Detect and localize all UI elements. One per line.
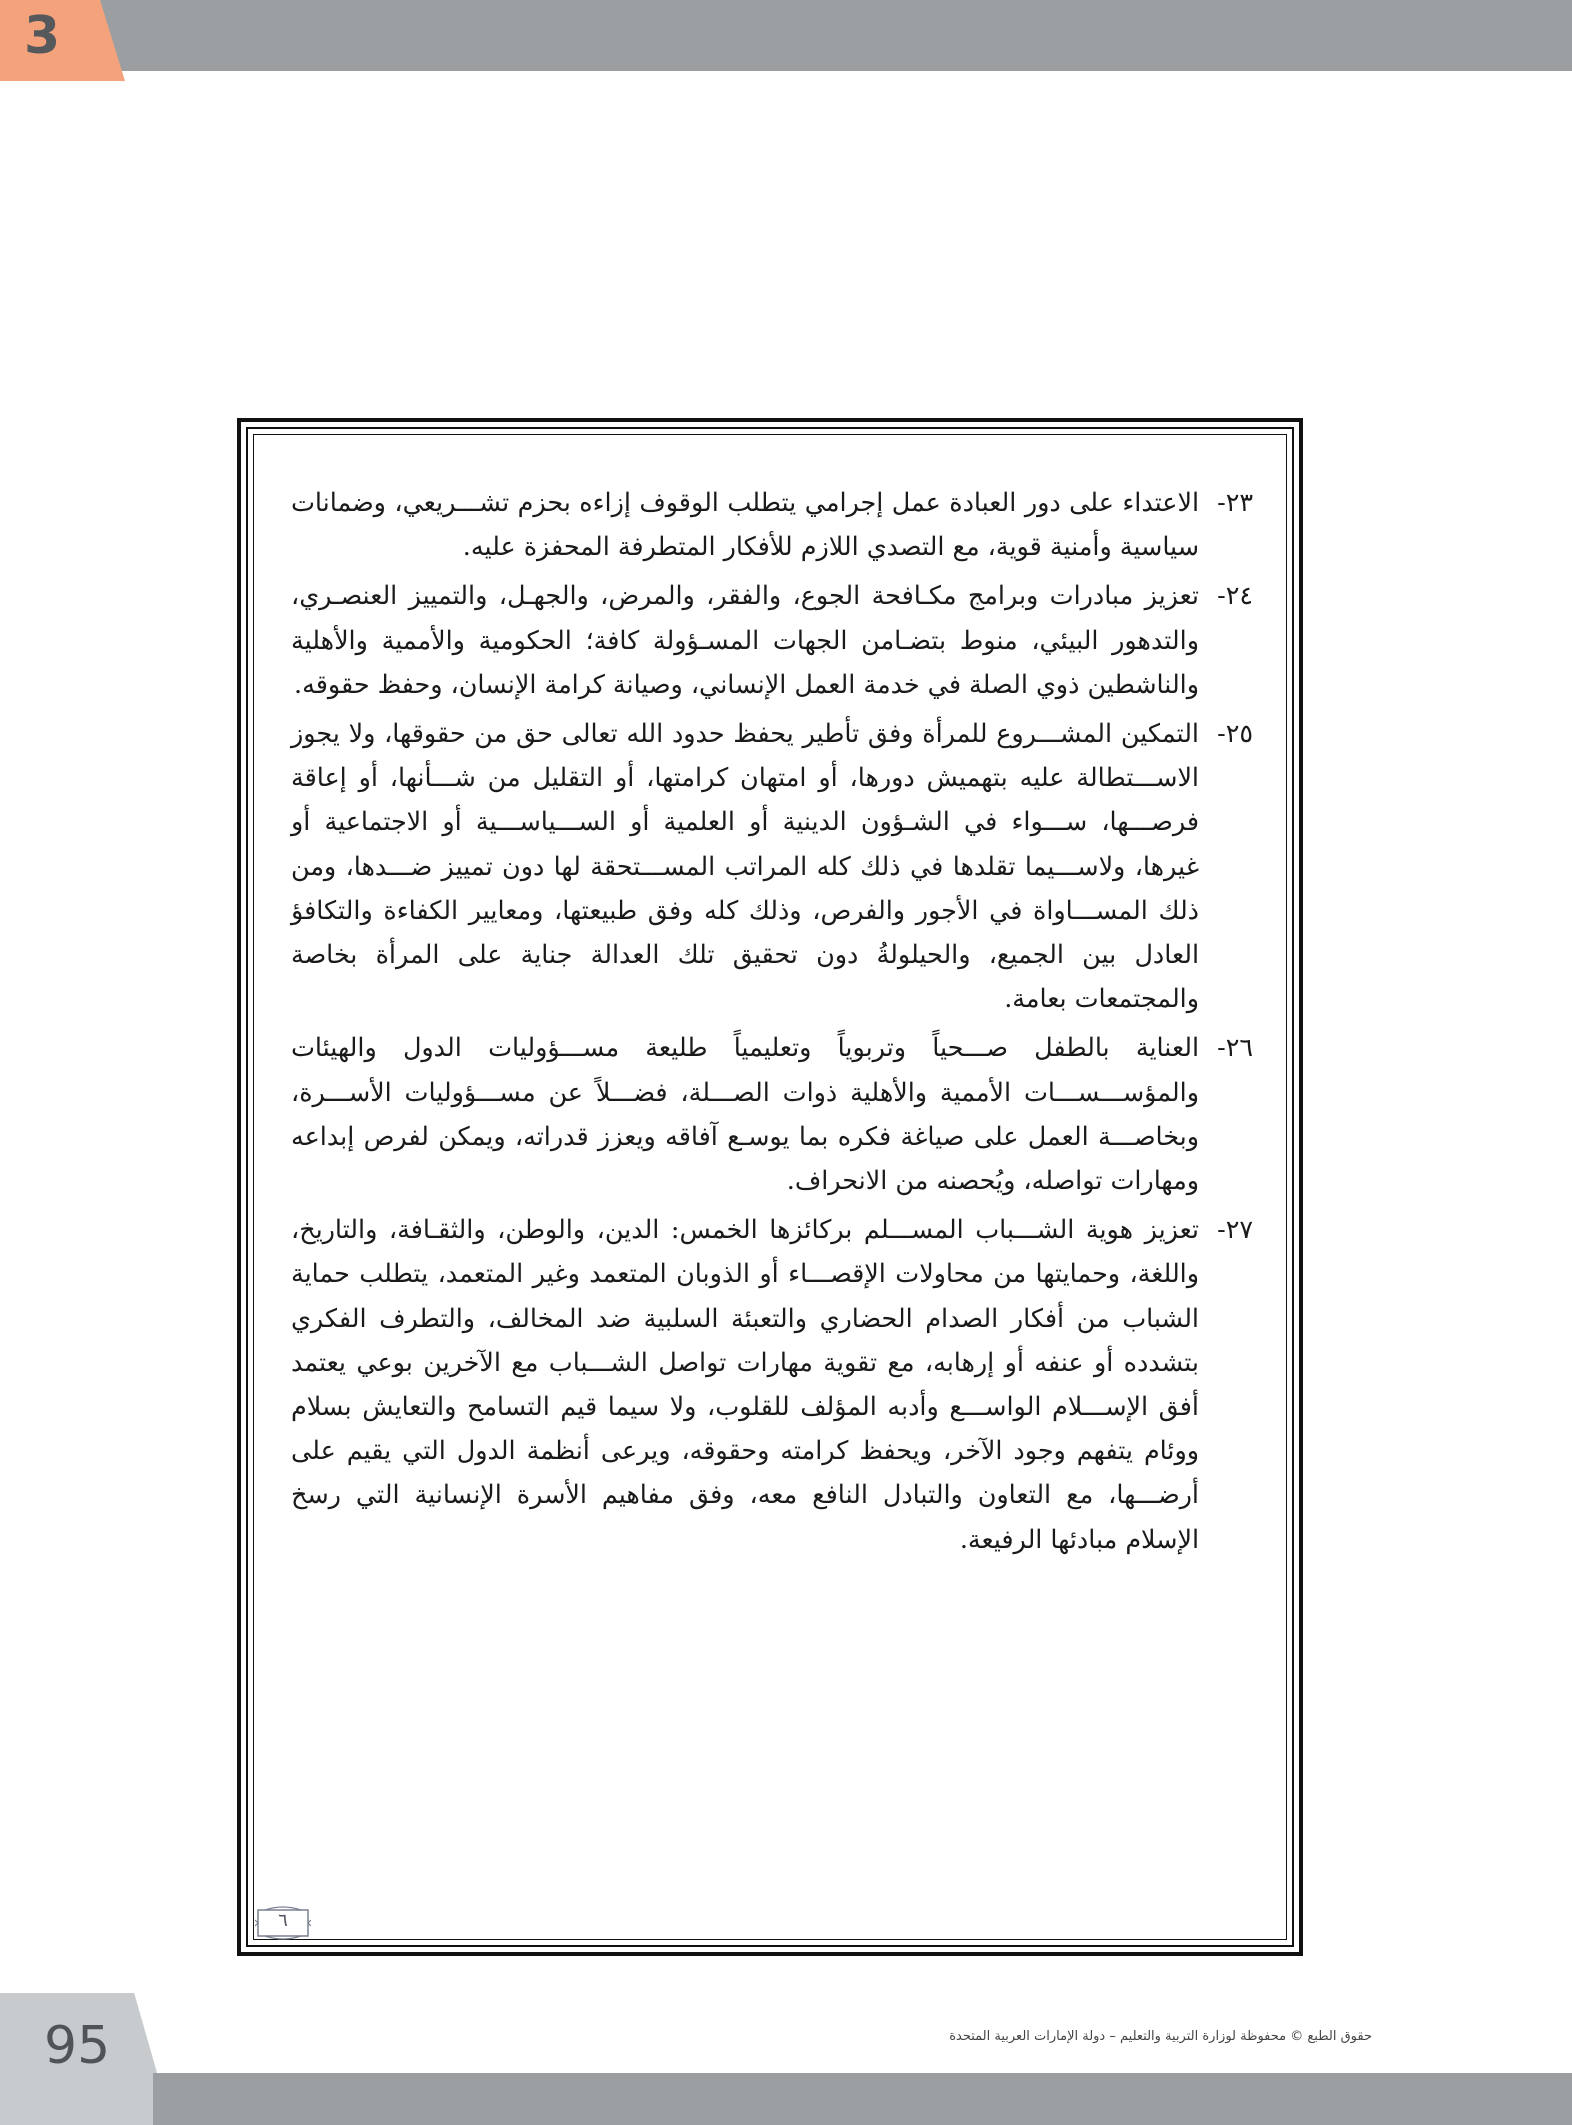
article-item-23 (291, 480, 1253, 568)
copyright-notice: حقوق الطبع © محفوظة لوزارة التربية والتعليم – دولة الإمارات العربية المتحدة (949, 2029, 1372, 2044)
article-number: ٢٣- (1217, 487, 1253, 517)
article-item-26 (291, 1025, 1253, 1202)
article-item-27 (291, 1207, 1253, 1561)
footer-band (153, 2073, 1572, 2125)
article-text: تعزيز هوية الشـــباب المســـلم بركائزها الخمس: الدين، والوطن، والثقـافة، والتاريخ، واللغة، وحمايتها من محاولات الإقصـــاء أو الذوبان المتعمد وغير المتعمد، يتطلب حماية الشباب من أفكار الصدام الحضاري والتعبئة السلبية ضد المخالف، والتطرف الفكري بتشدده أو عنفه أو إرهابه، مع تقوية مهارات تواصل الشـــباب مع الآخرين بوعي يعتمد أفق الإســـلام الواســـع وأدبه المؤلف للقلوب، ولا سيما قيم التسامح والتعايش بسلام ووئام يتفهم وجود الآخر، ويحفظ كرامته وحقوقه، ويرعى أنظمة الدول التي يقيم على أرضـــها، مع التعاون والتبادل النافع معه، وفق مفاهيم الأسرة الإنسانية التي رسخ الإسلام مبادئها الرفيعة. (291, 1214, 1199, 1554)
article-number: ٢٤- (1217, 580, 1253, 611)
article-text: العناية بالطفل صـــحياً وتربوياً وتعليمياً طليعة مســـؤوليات الدول والهيئات والمؤســـســـات الأممية والأهلية ذوات الصـــلة، فضـــلاً عن مســـؤوليات الأســـرة، وبخاصـــة العمل على صياغة فكره بما يوسـع آفاقه ويعزز قدراته، ويمكن لفرص إبداعه ومهارات تواصله، ويُحصنه من الانحراف. (291, 1032, 1199, 1196)
inner-page-badge (255, 1906, 311, 1940)
article-list (291, 480, 1253, 1566)
article-text: الاعتداء على دور العبادة عمل إجرامي يتطلب الوقوف إزاءه بحزم تشـــريعي، وضمانات سياسية وأمنية قوية، مع التصدي اللازم للأفكار المتطرفة المحفزة عليه. (291, 487, 1199, 562)
article-item-25 (291, 711, 1253, 1020)
header-band (0, 0, 1572, 71)
content-frame (237, 418, 1303, 1956)
article-item-24 (291, 573, 1253, 706)
article-number: ٢٦- (1217, 1032, 1253, 1063)
chapter-number: 3 (24, 6, 61, 66)
article-text: تعزيز مبادرات وبرامج مكـافحة الجوع، والفقر، والمرض، والجهـل، والتمييز العنصـري، والتدهور البيئي، منوط بتضـامن الجهات المسـؤولة كافة؛ الحكومية والأممية والأهلية والناشطين ذوي الصلة في خدمة العمل الإنساني، وصيانة كرامة الإنسان، وحفظ حقوقه. (291, 580, 1199, 699)
article-text: التمكين المشـــروع للمرأة وفق تأطير يحفظ حدود الله تعالى حق من حقوقها، ولا يجوز الاســـتطالة عليه بتهميش دورها، أو امتهان كرامتها، أو التقليل من شـــأنها، أو إعاقة فرصـــها، ســـواء في الشـؤون الدينية أو العلمية أو الســـياســـية أو الاجتماعية أو غيرها، ولاســـيما تقلدها في ذلك كله المراتب المســـتحقة لها دون تمييز ضـــدها، ومن ذلك المســـاواة في الأجور والفرص، وذلك كله وفق طبيعتها، ومعايير الكفاءة والتكافؤ العادل بين الجميع، والحيلولةُ دون تحقيق تلك العدالة جناية على المرأة بخاصة والمجتمعات بعامة. (291, 718, 1199, 1014)
article-number: ٢٧- (1217, 1214, 1253, 1245)
page-number: 95 (44, 2016, 111, 2076)
inner-page-number: ٦ (278, 1910, 288, 1931)
article-number: ٢٥- (1217, 718, 1253, 749)
